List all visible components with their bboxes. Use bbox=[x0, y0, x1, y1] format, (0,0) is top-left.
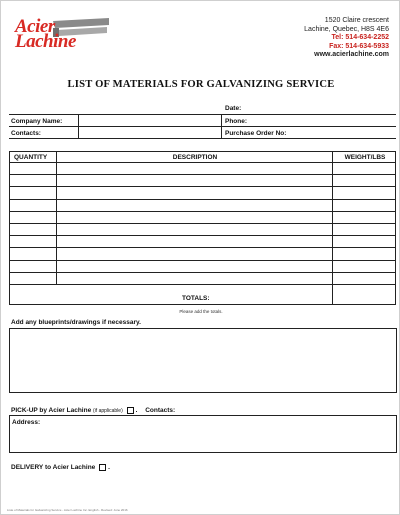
delivery-label-row: DELIVERY to Acier Lachine . bbox=[11, 464, 110, 472]
address-line2: Lachine, Quebec, H8S 4E6 bbox=[304, 25, 389, 33]
blueprints-label: Add any blueprints/drawings if necessary. bbox=[11, 319, 141, 326]
header-top-line bbox=[9, 114, 223, 115]
contacts-label: Contacts: bbox=[11, 130, 41, 137]
table-row[interactable] bbox=[10, 235, 395, 236]
pickup-label-row: PICK-UP by Acier Lachine (if applicable) . Contacts: bbox=[11, 407, 176, 415]
table-row[interactable] bbox=[10, 247, 395, 248]
date-label: Date: bbox=[225, 105, 242, 112]
col-divider-quantity bbox=[56, 152, 57, 284]
date-field[interactable] bbox=[223, 114, 396, 115]
pickup-applicable-note: (if applicable) bbox=[93, 408, 123, 415]
delivery-checkbox[interactable] bbox=[99, 464, 106, 471]
pickup-label: PICK-UP by Acier Lachine bbox=[11, 407, 92, 415]
tel-number: Tel: 514-634-2252 bbox=[331, 34, 389, 41]
pickup-checkbox[interactable] bbox=[127, 407, 134, 414]
blueprints-box[interactable] bbox=[9, 328, 397, 393]
pickup-address-label: Address: bbox=[12, 419, 41, 426]
website: www.acierlachine.com bbox=[314, 51, 389, 58]
company-name-field[interactable] bbox=[9, 126, 396, 127]
col-weight: WEIGHT/LBS bbox=[344, 154, 386, 161]
company-logo bbox=[13, 17, 111, 55]
table-row[interactable] bbox=[10, 260, 395, 261]
contacts-field[interactable] bbox=[9, 138, 396, 139]
table-row[interactable] bbox=[10, 211, 395, 212]
table-row[interactable] bbox=[10, 284, 395, 285]
table-row[interactable] bbox=[10, 186, 395, 187]
form-title: LIST OF MATERIALS FOR GALVANIZING SERVICE bbox=[67, 79, 335, 90]
pickup-contacts-label: Contacts: bbox=[145, 407, 176, 415]
company-address bbox=[304, 17, 389, 60]
totals-note: Please add the totals. bbox=[179, 309, 223, 314]
company-name-label: Company Name: bbox=[11, 118, 63, 125]
phone-label: Phone: bbox=[225, 118, 248, 125]
address-line1: 1520 Claire crescent bbox=[324, 17, 389, 24]
table-header-line bbox=[10, 162, 395, 163]
logo-line1: Acier bbox=[15, 16, 55, 37]
table-row[interactable] bbox=[10, 223, 395, 224]
fax-number: Fax: 514-634-5933 bbox=[329, 42, 389, 50]
delivery-label: DELIVERY to Acier Lachine bbox=[11, 464, 96, 472]
materials-table bbox=[9, 151, 396, 305]
table-row[interactable] bbox=[10, 174, 395, 175]
col-quantity: QUANTITY bbox=[14, 154, 48, 161]
col-description: DESCRIPTION bbox=[172, 154, 218, 161]
logo-line2: Lachine bbox=[15, 31, 76, 52]
footer-text: Liste of Materials for Galvanizing Service - Acier Lachine Inc. English - Revised: June 2016 bbox=[7, 508, 128, 512]
table-row[interactable] bbox=[10, 272, 395, 273]
logo-text bbox=[15, 16, 76, 52]
po-label: Purchase Order No: bbox=[225, 130, 287, 137]
pickup-box[interactable] bbox=[9, 415, 397, 453]
table-row[interactable] bbox=[10, 199, 395, 200]
col-divider-weight bbox=[332, 152, 333, 304]
totals-label: TOTALS: bbox=[182, 295, 210, 302]
